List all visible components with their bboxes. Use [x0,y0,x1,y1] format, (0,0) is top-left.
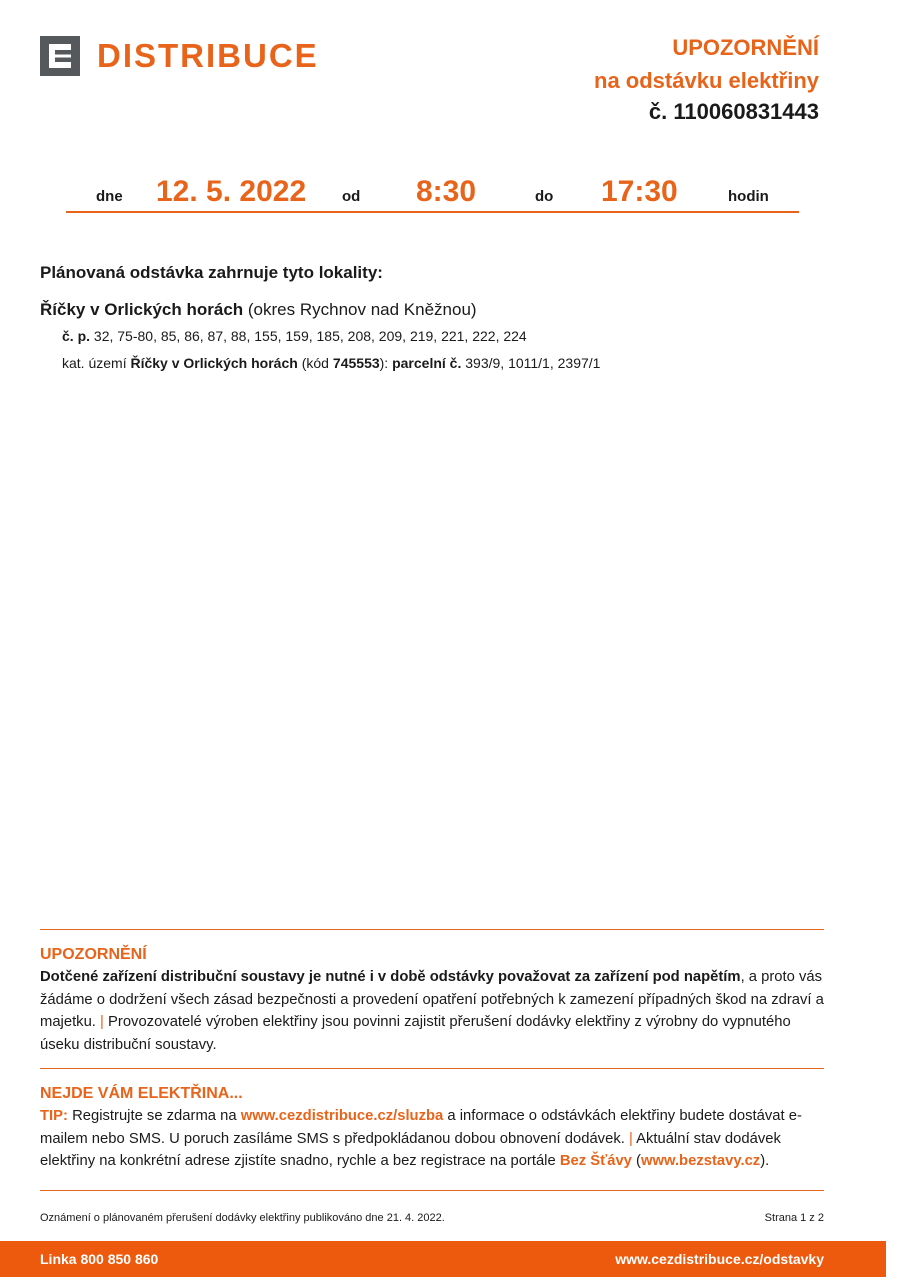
cez-logo-icon [40,36,80,76]
kat-code: 745553 [332,355,380,371]
hotline-number: Linka 800 850 860 [40,1251,159,1267]
kat-code-suffix: ): [379,355,389,371]
hours-suffix: hodin [728,188,769,205]
warning-title: UPOZORNĚNÍ [40,946,147,963]
warning-bold-text: Dotčené zařízení distribuční soustavy je nutné i v době odstávky považovat za zařízení pod napětím [40,969,741,985]
tip-label: TIP: [40,1108,68,1124]
page-number: Strana 1 z 2 [764,1212,824,1224]
publication-note: Oznámení o plánovaném přerušení dodávky elektřiny publikováno dne 21. 4. 2022. [40,1212,445,1224]
place-name: Říčky v Orlických horách [40,300,244,319]
cadastral-parcels [62,354,600,372]
date-prefix: dne [96,188,123,205]
to-prefix: do [535,188,554,205]
warning-text-2: Provozovatelé výroben elektřiny jsou povinni zajistit přerušení dodávky elektřiny z výrobny do vypnutého úseku distribuční soustavy. [40,1014,791,1053]
outage-date: 12. 5. 2022 [156,175,307,208]
footer-bar [0,1241,886,1277]
bezstavy-link[interactable]: www.bezstavy.cz [640,1153,761,1169]
separator: | [100,1014,104,1030]
outages-website-link[interactable]: www.cezdistribuce.cz/odstavky [615,1251,824,1267]
info-text [40,1105,830,1173]
localities-heading: Plánovaná odstávka zahrnuje tyto lokality: [40,263,383,282]
brand-logo-text: DISTRIBUCE [97,37,319,74]
separator: | [628,1130,633,1147]
outage-end-time: 17:30 [601,175,678,208]
notice-title: UPOZORNĚNÍ [672,35,819,60]
parcel-values: 393/9, 1011/1, 2397/1 [465,355,601,371]
portal-name: Bez Šťávy [559,1153,632,1169]
divider [40,1068,824,1069]
kat-prefix: kat. území [62,355,127,371]
warning-text [40,966,830,1056]
notice-subtitle: na odstávku elektřiny [594,68,819,93]
notice-number: č. 110060831443 [648,99,819,124]
divider [40,929,824,930]
cp-values: 32, 75-80, 85, 86, 87, 88, 155, 159, 185, 208, 209, 219, 221, 222, 224 [93,328,527,344]
close-paren: ). [760,1153,770,1169]
parcel-label: parcelní č. [392,355,462,371]
divider [40,1190,824,1191]
info-title: NEJDE VÁM ELEKTŘINA... [40,1085,243,1102]
open-paren: ( [636,1153,641,1169]
outage-start-time: 8:30 [416,175,477,208]
date-underline [66,211,799,213]
warning-text-1: , a proto vás žádáme o dodržení všech zásad bezpečnosti a provedení opatření potřebných k zamezení případných škod na zdraví a majetku. [40,969,824,1030]
kat-name: Říčky v Orlických horách [130,355,298,371]
info-text-1: Registrujte se zdarma na [72,1108,237,1124]
cp-label: č. p. [62,328,91,344]
registration-link[interactable]: www.cezdistribuce.cz/sluzba [240,1108,444,1124]
from-prefix: od [342,188,361,205]
locality-place [40,299,477,321]
info-text-2: a informace o odstávkách elektřiny budete dostávat e-mailem nebo SMS. U poruch zasíláme SMS s předpokládanou dobou obnovení dodávek. [40,1108,802,1147]
place-district: (okres Rychnov nad Kněžnou) [247,300,477,319]
info-text-3: Aktuální stav dodávek elektřiny na konkrétní adrese zjistíte snadno, rychle a bez registrace na portále [40,1130,781,1169]
kat-code-prefix: (kód [301,355,329,371]
house-numbers [62,327,527,345]
